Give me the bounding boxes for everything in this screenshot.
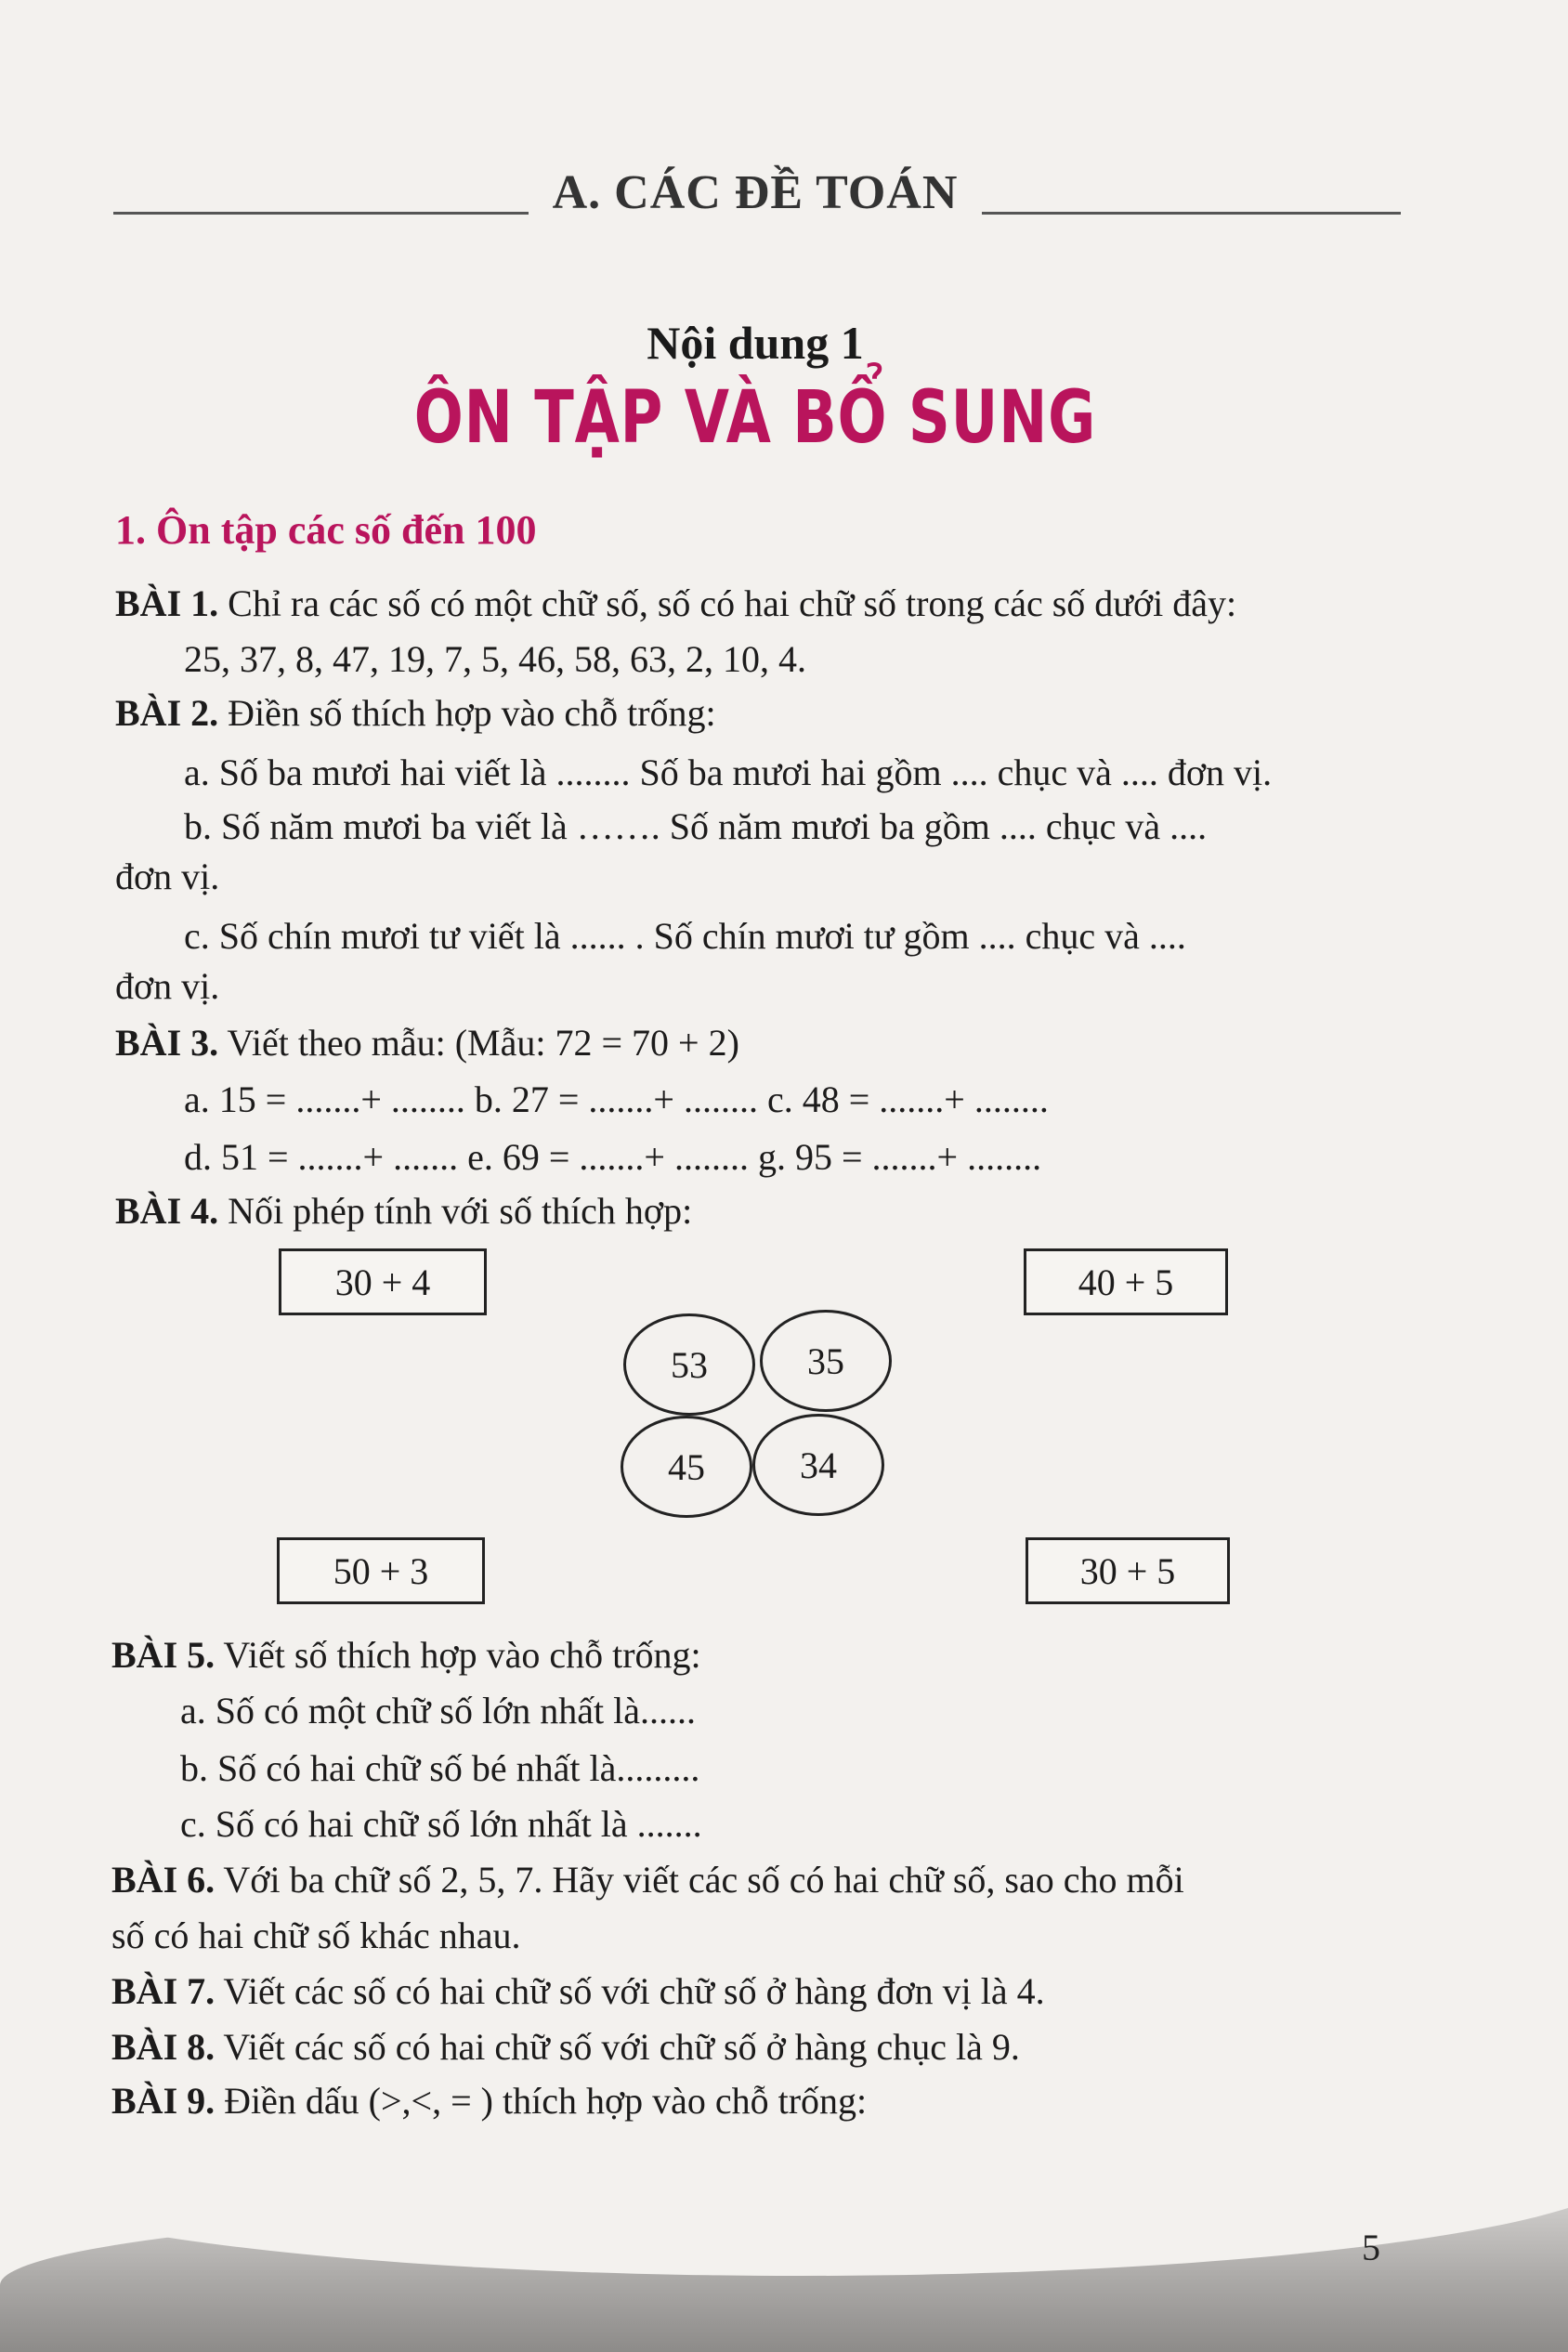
- section-title: 1. Ôn tập các số đến 100: [115, 507, 537, 553]
- number-oval: 34: [752, 1414, 884, 1516]
- exercise-2-c-cont: đơn vị.: [115, 965, 220, 1007]
- exercise-text: Viết các số có hai chữ số với chữ số ở hàng chục là 9.: [215, 2026, 1020, 2068]
- expression-box: 30 + 5: [1026, 1537, 1230, 1604]
- topic-title: ÔN TẬP VÀ BỔ SUNG: [413, 376, 1097, 460]
- exercise-1-numbers: 25, 37, 8, 47, 19, 7, 5, 46, 58, 63, 2, 10, 4.: [184, 638, 806, 680]
- exercise-3: [115, 1022, 739, 1064]
- exercise-5-b: b. Số có hai chữ số bé nhất là.........: [180, 1747, 700, 1789]
- exercise-8: [111, 2026, 1020, 2068]
- exercise-label: BÀI 1.: [115, 582, 219, 624]
- exercise-text: Với ba chữ số 2, 5, 7. Hãy viết các số có hai chữ số, sao cho mỗi: [215, 1859, 1184, 1901]
- exercise-text: Điền số thích hợp vào chỗ trống:: [218, 692, 716, 734]
- expression-box: 40 + 5: [1024, 1248, 1228, 1315]
- exercise-3-row-1: a. 15 = .......+ ........ b. 27 = .......+ ........ c. 48 = .......+ ........: [184, 1078, 1049, 1120]
- exercise-text: Viết số thích hợp vào chỗ trống:: [215, 1634, 701, 1676]
- exercise-2-c: c. Số chín mươi tư viết là ...... . Số chín mươi tư gồm .... chục và ....: [184, 915, 1186, 957]
- exercise-9: [111, 2080, 868, 2122]
- exercise-2-b: b. Số năm mươi ba viết là ……. Số năm mươi ba gồm .... chục và ....: [184, 805, 1208, 847]
- exercise-5-c: c. Số có hai chữ số lớn nhất là .......: [180, 1803, 702, 1845]
- exercise-2: [115, 692, 716, 734]
- exercise-text: Viết theo mẫu: (Mẫu: 72 = 70 + 2): [218, 1022, 739, 1064]
- exercise-text: Chỉ ra các số có một chữ số, số có hai chữ số trong các số dưới đây:: [218, 582, 1237, 624]
- exercise-5-a: a. Số có một chữ số lớn nhất là......: [180, 1690, 696, 1731]
- exercise-6-cont: số có hai chữ số khác nhau.: [111, 1914, 521, 1956]
- exercise-text: Điền dấu (>,<, = ) thích hợp vào chỗ trống:: [215, 2080, 868, 2122]
- exercise-2-a: a. Số ba mươi hai viết là ........ Số ba mươi hai gồm .... chục và .... đơn vị.: [184, 751, 1273, 793]
- topic-label: Nội dung 1: [647, 317, 864, 369]
- exercise-7: [111, 1970, 1045, 2012]
- expression-box: 50 + 3: [277, 1537, 485, 1604]
- exercise-3-row-2: d. 51 = .......+ ....... e. 69 = .......+ ........ g. 95 = .......+ ........: [184, 1136, 1042, 1178]
- exercise-label: BÀI 8.: [111, 2026, 216, 2068]
- exercise-text: Nối phép tính với số thích hợp:: [218, 1190, 693, 1232]
- exercise-label: BÀI 7.: [111, 1970, 216, 2012]
- exercise-label: BÀI 5.: [111, 1634, 216, 1676]
- exercise-text: Viết các số có hai chữ số với chữ số ở hàng đơn vị là 4.: [215, 1970, 1045, 2012]
- expression-box: 30 + 4: [279, 1248, 487, 1315]
- exercise-label: BÀI 4.: [115, 1190, 219, 1232]
- exercise-label: BÀI 9.: [111, 2080, 216, 2122]
- chapter-header: A. CÁC ĐỀ TOÁN: [0, 165, 1510, 220]
- page-number: 5: [1362, 2227, 1380, 2268]
- exercise-label: BÀI 6.: [111, 1859, 216, 1901]
- exercise-2-b-cont: đơn vị.: [115, 856, 220, 897]
- exercise-5: [111, 1634, 701, 1676]
- exercise-4: [115, 1190, 693, 1232]
- exercise-6: [111, 1859, 1184, 1901]
- exercise-label: BÀI 3.: [115, 1022, 219, 1064]
- exercise-1: [115, 582, 1237, 624]
- number-oval: 45: [621, 1416, 752, 1518]
- number-oval: 53: [623, 1313, 755, 1416]
- exercise-label: BÀI 2.: [115, 692, 219, 734]
- number-oval: 35: [760, 1310, 892, 1412]
